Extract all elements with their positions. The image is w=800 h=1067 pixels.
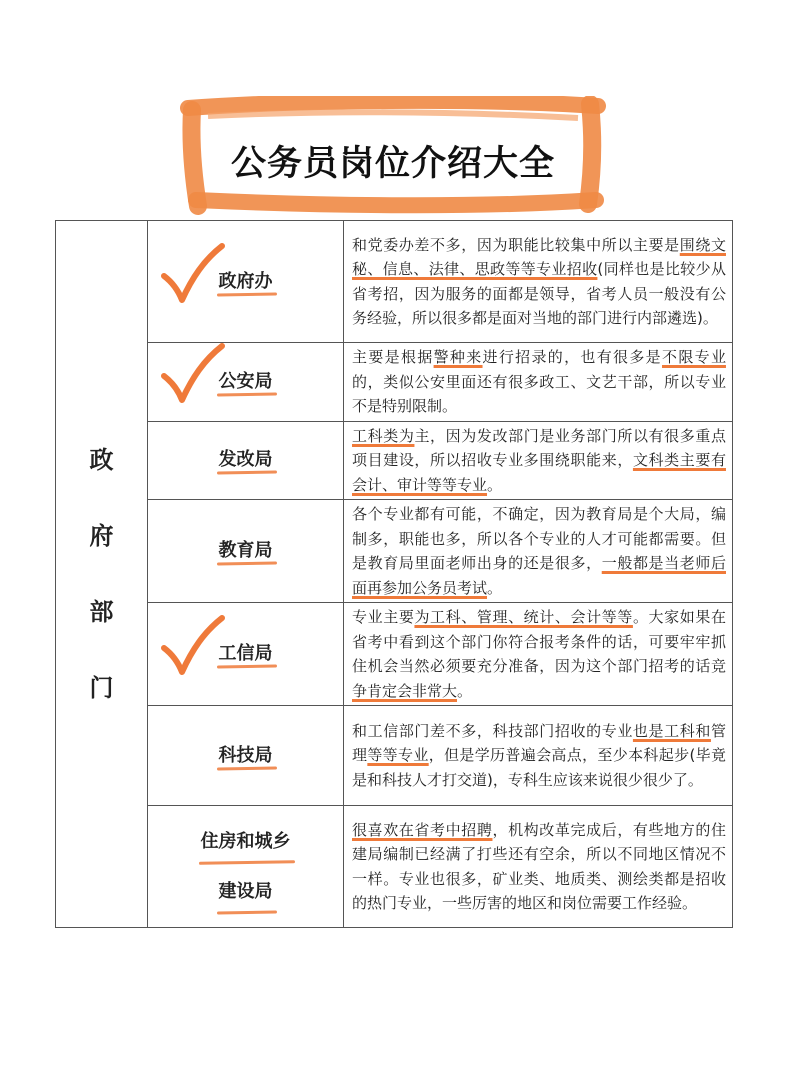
group-label <box>56 221 148 928</box>
dept-cell <box>148 221 344 343</box>
group-label-char: 府 <box>89 522 114 550</box>
description-text: 和党委办差不多，因为职能比较集中所以主要是 <box>352 235 680 254</box>
highlighted-text: 围绕文秘、信息、法律、思政等等专业招收 <box>352 235 726 278</box>
description-text: 。 <box>487 578 503 597</box>
dept-name: 科技局 <box>219 739 273 773</box>
highlighted-text: 等等专业 <box>367 746 429 765</box>
table-row <box>56 343 733 422</box>
dept-cell <box>148 603 344 706</box>
description-text: 。大家如果在省考中看到这个部门你符合报考条件的话，可要牢牢抓住机会当然必须要充分准备，因为这个部门招考的话竞 <box>352 608 726 675</box>
table-row <box>56 421 733 500</box>
description-text: 和工信部门差不多，科技部门招收的专业 <box>352 721 633 740</box>
dept-description <box>344 343 733 422</box>
group-label-char: 门 <box>89 674 114 702</box>
description-text: 的，类似公安里面还有很多政工、文艺干部，所以专业不是特别限制。 <box>352 372 726 415</box>
dept-table <box>55 220 733 928</box>
checkmark-icon <box>158 342 226 411</box>
dept-name: 政府办 <box>219 265 273 299</box>
dept-description <box>344 221 733 343</box>
dept-name: 工信局 <box>219 637 273 671</box>
group-label-char: 部 <box>89 598 114 626</box>
dept-name: 建设局 <box>219 867 273 917</box>
description-text: 进行招录的，也有很多是 <box>482 348 663 366</box>
description-text: 主，因为发改部门是业务部门所以有很多重点项目建设，所以招收专业多围绕职能来， <box>352 426 726 469</box>
highlighted-text: 不限专业 <box>662 348 726 366</box>
description-text: ，机构改革完成后，有些地方的住建局编制已经满了打些还有空余，所以不同地区情况不一样。专业也很多，矿业类、地质类、测绘类都是招收的热门专业，一些厉害的地区和岗位需要工作经验。 <box>352 820 726 912</box>
table-row <box>56 221 733 343</box>
dept-cell <box>148 806 344 928</box>
highlighted-text: 争肯定会非常大 <box>352 681 458 700</box>
dept-description <box>344 706 733 806</box>
checkmark-icon <box>158 614 226 683</box>
table-row <box>56 500 733 603</box>
dept-name: 住房和城乡 <box>201 817 291 867</box>
dept-cell <box>148 500 344 603</box>
description-text: 。 <box>457 681 473 700</box>
page-title: 公务员岗位介绍大全 <box>230 144 555 184</box>
table-row <box>56 806 733 928</box>
description-text: 专业主要 <box>352 608 415 626</box>
dept-name: 发改局 <box>219 443 273 477</box>
table-row <box>56 706 733 806</box>
description-text: (同样也是比较少从省考招，因为服务的面都是领导，省考人员一般没有公务经验，所以很多都是面对当地的部门进行内部遴选)。 <box>352 260 726 327</box>
table-row <box>56 603 733 706</box>
dept-description <box>344 500 733 603</box>
dept-description <box>344 421 733 500</box>
description-text: 管理 <box>352 721 726 765</box>
highlighted-text: 警种来 <box>433 348 483 366</box>
dept-name: 公安局 <box>219 365 273 399</box>
highlighted-text: 文科类主要有会计、审计等等专业 <box>352 451 726 494</box>
highlighted-text: 一般都是当老师后面再参加公务员考试 <box>352 554 726 597</box>
group-label-char: 政 <box>89 446 114 474</box>
title-banner <box>178 96 608 216</box>
highlighted-text: 很喜欢在省考中招聘 <box>352 820 493 839</box>
highlighted-text: 工科类为 <box>352 426 415 445</box>
dept-name: 教育局 <box>219 534 273 568</box>
description-text: 各个专业都有可能，不确定，因为教育局是个大局，编制多，职能也多，所以各个专业的人才可能都需要。但是教育局里面老师出身的还是很多， <box>352 505 726 572</box>
checkmark-icon <box>158 241 226 310</box>
dept-cell <box>148 421 344 500</box>
dept-description <box>344 806 733 928</box>
description-text: 。 <box>487 475 503 494</box>
dept-cell <box>148 706 344 806</box>
description-text: 主要是根据 <box>352 348 434 366</box>
dept-description <box>344 603 733 706</box>
dept-cell <box>148 343 344 422</box>
highlighted-text: 为工科、管理、统计、会计等等 <box>414 608 633 626</box>
highlighted-text: 也是工科和 <box>632 721 711 740</box>
description-text: ，但是学历普遍会高点，至少本科起步(毕竟是和科技人才打交道)，专科生应该来说很少很少了。 <box>352 746 726 789</box>
